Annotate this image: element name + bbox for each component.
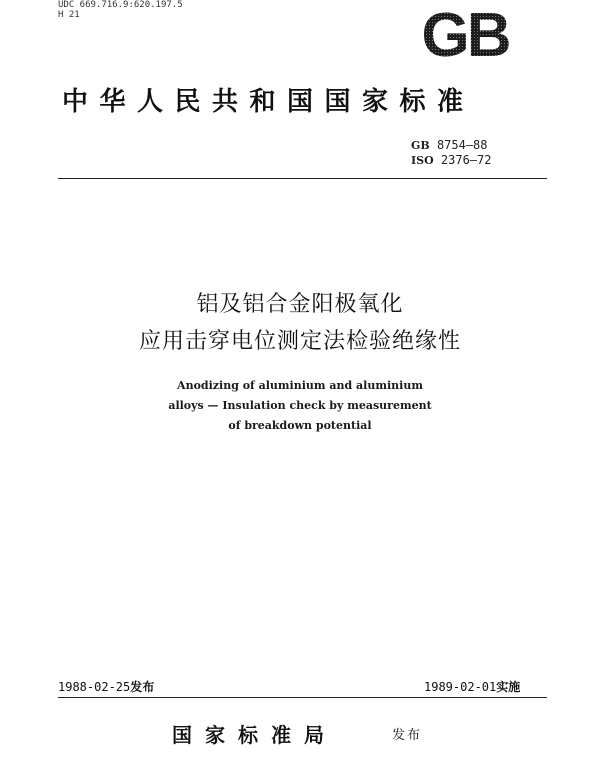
gb-code-number: 8754—88	[436, 138, 488, 152]
publisher-name: 国家标准局	[172, 723, 337, 747]
udc-code: UDC 669.716.9:620.197.5	[58, 0, 183, 10]
gb-code-label: GB	[411, 139, 430, 152]
english-title	[0, 376, 600, 436]
chinese-title-line-1: 铝及铝合金阳极氧化	[196, 292, 404, 317]
effective-date-value: 1989-02-01	[424, 680, 497, 694]
publisher-suffix: 发布	[392, 728, 423, 743]
gb-logo-text: GB	[421, 6, 509, 60]
english-title-line-1: Anodizing of aluminium and aluminium	[177, 379, 423, 392]
footer-divider	[58, 697, 547, 698]
iso-code-label: ISO	[411, 154, 434, 167]
standard-codes	[411, 138, 491, 168]
ccs-code: H 21	[58, 10, 80, 20]
classification-codes	[58, 0, 183, 20]
gb-code-row	[411, 138, 491, 153]
iso-code-row	[411, 153, 491, 168]
issue-date-label: 发布	[130, 680, 155, 694]
chinese-title-line-2: 应用击穿电位测定法检验绝缘性	[138, 329, 461, 354]
iso-code-number: 2376—72	[440, 153, 492, 167]
effective-date-label: 实施	[496, 680, 521, 694]
header-divider	[58, 178, 547, 179]
issue-date	[58, 678, 154, 695]
issue-date-value: 1988-02-25	[58, 680, 131, 694]
english-title-line-3: of breakdown potential	[228, 419, 372, 432]
effective-date	[424, 678, 520, 695]
gb-logo-icon	[407, 6, 523, 60]
english-title-line-2: alloys — Insulation check by measurement	[168, 399, 432, 412]
national-standard-title: 中华人民共和国国家标准	[62, 87, 475, 117]
gb-logo	[407, 6, 523, 60]
